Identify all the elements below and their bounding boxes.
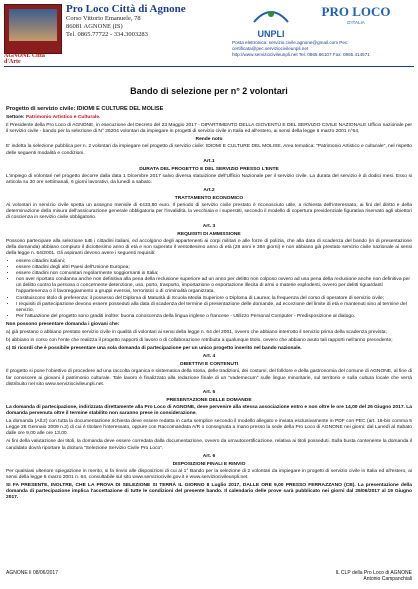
signer-role: IL CLP della Pro Loco di AGNONE: [335, 570, 412, 576]
art4-paragraph: Il progetto si pone l'obiettivo di procedere ad una raccolta organica e sistematica della storia, delle tradizioni, dei costumi, del folklore e della gastronomia del comune di AGNONE, al fine di far conoscere ai giovani il patrimonio culturale. Tale lavoro è finalizzato alla redazione finale di un "vademecum" sulle lingue minoritarie, sul territorio e sulla cultura locale che verrà distribuito nel sito www.serviziocivileunpli.net.: [6, 369, 412, 387]
list-item: • essere cittadini italiani;: [16, 259, 412, 265]
art2-title: TRATTAMENTO ECONOMICO: [174, 196, 244, 202]
art1-paragraph: L'impiego di volontari nel progetto decorre dalla data 1 Dicembre 2017 salvo diversa statuizione dell'Ufficio Nazionale per il servizio civile. La durata del servizio è di dodici mesi. Esso si articola su 30 ore settimanali, 6 giorni lavorativi, da lunedì a sabato.: [6, 173, 412, 185]
contact-web: http://www.serviziocivileunpli.net Tel. 0865.66107 Fax: 0865.414571: [232, 52, 370, 57]
org-name: Pro Loco Città di Agnone: [66, 3, 186, 15]
org-city: 86081 AGNONE (IS): [66, 23, 123, 30]
rende-noto-paragraph: E' indetta la selezione pubblica per n. 2 volontari da impiegare nel progetto di servizio civile: IDIOMI E CULTURE DEL MOLISE. Area tematica: "Patrimonio Artistico e culturale", nel rispetto delle seguenti modalità e condizioni.: [6, 144, 412, 156]
sector-line: [6, 115, 412, 121]
signature-block: [336, 570, 412, 582]
list-item: • essere cittadini non comunitari regolarmente soggiornanti in Italia;: [16, 271, 412, 277]
letterhead: [0, 0, 418, 68]
logo-caption: AGNONE Città d'Arte: [4, 53, 45, 65]
page-title: Bando di selezione per n° 2 volontari: [130, 86, 288, 96]
selection-notice: SI FA PRESENTE, INOLTRE, CHE LA PROVA DI SELEZIONE SI TERRÀ IL GIORNO 8 Luglio 2017, DALLE ORE 9,00 PRESSO FERRAZZANO (CB). La presentazione della domanda di partecipazione implica l'accettazione di tutte le condizioni del presente bando. Il calendario delle prove sarà pubblicato nei giorni dal 26/06/2017 al 19 Giugno 2017.: [6, 482, 412, 501]
art3-title: REQUISITI DI AMMISSIONE: [177, 231, 241, 237]
sector-value: Patrimonio Artistico e Culturale.: [25, 115, 101, 121]
art6-heading: Art. 6: [202, 453, 216, 459]
list-item: • Costituiscono titolo di preferenza: il possesso del Diploma di Maturità di Scuola Media Superiore o Diploma di Laurea; la frequenza del corso di operatore di servizio civile;: [16, 296, 412, 302]
art5-paragraph-3: Ai fini della valutazione dei titoli, la domanda deve essere corredata dalla documentazione, ovvero da un'autocertificazione, relativa ai titoli posseduti. Sulla busta contenente la domanda il candidato dovrà riportare la dicitura "Selezione Servizio Civile Pro Loco".: [6, 439, 412, 451]
art3-requirements-list: [16, 259, 412, 320]
unpli-text: UNPLI: [257, 29, 285, 39]
art5-paragraph-1: La domanda di partecipazione, indirizzata direttamente alla Pro Loco di AGNONE, deve pervenire alla stessa associazione entro e non oltre le ore 14,00 del 26 Giugno 2017. La domanda pervenuta oltre il termine stabilito non saranno prese in considerazione.: [6, 404, 412, 417]
art2-paragraph: Ai volontari in servizio civile spetta un assegno mensile di €433,80 euro. Il periodo di servizio civile prestato è riconosciuto utile, a richiesta dell'interessato, ai fini del diritto e della determinazione della misura dell'assicurazione generale obbligatoria per l'invalidità, la vecchiaia e i superstiti, secondo il modello di copertura previdenziale figurativa riservato agli obiettori di coscienza in servizio civile obbligatorio.: [6, 203, 412, 221]
art3-heading: Art. 3: [202, 223, 216, 229]
art5-title: PRESENTAZIONE DELLE DOMANDE: [166, 397, 252, 403]
art5-heading: Art. 5: [202, 389, 216, 395]
unpli-mark-icon: [250, 6, 292, 24]
art1-heading: Art.1: [203, 158, 215, 164]
contact-block: [232, 40, 416, 58]
unpli-logo: [250, 6, 292, 39]
list-item: • Per l'attuazione del progetto sono graditi inoltre: buona conoscenza della lingua inglese o francese - Utilizzo Personal Computer - Predisposizione al dialogo.: [16, 314, 412, 320]
org-block: [66, 3, 186, 39]
signer-name: Antonio Campanchiali: [363, 576, 412, 582]
place-date: AGNONE lì 08/06/2017: [6, 570, 58, 576]
art6-paragraph: Per qualsiasi ulteriore spiegazione in merito, si fa rinvio alle disposizioni di cui al 1° Bando per la selezione di 2 volontari da impiegare in progetti di servizio civile in Italia ed all'estero, ai sensi della legge 6 marzo 2001 n. 64, consultabile sul sito www.serviziocivile.gov.it e www.serviziocivileunpli.net.: [6, 468, 412, 480]
art4-heading: Art. 4: [202, 354, 216, 360]
list-item: b) abbiano in corso con l'ente che realizza il progetto rapporti di lavoro o di collaborazione retribuita a qualunque titolo, ovvero che abbiano avuto tali rapporti nell'anno precedente;: [6, 338, 393, 344]
list-item: • essere cittadini degli altri Paesi dell'Unione Europea;: [16, 265, 412, 271]
art1-title: DURATA DEL PROGETTO E DEL SERVIZIO PRESSO L'ENTE: [139, 166, 279, 172]
proloco-brand: PRO LOCO: [321, 4, 391, 19]
proloco-logo: [306, 4, 406, 25]
project-title: Progetto di servizio civile: IDIOMI E CULTURE DEL MOLISE: [6, 106, 164, 112]
list-item: • I requisiti di partecipazione devono essere posseduti alla data di scadenza del termine di presentazione delle domande, ad eccezione del limite di età e mantenuti sino al termine del servizio.: [16, 302, 412, 314]
city-logo: [4, 4, 62, 54]
org-address: Corso Vittorio Emanuele, 78: [66, 15, 141, 22]
art3-exclusions-title: Non possono presentare domanda i giovani che:: [6, 321, 120, 327]
art2-heading: Art.2: [203, 188, 215, 194]
org-phone: Tel. 0865.77722 - 334.3003283: [66, 31, 148, 38]
document-body: [6, 106, 412, 503]
art3-paragraph: Possono partecipare alla selezione tutti i cittadini italiani, ed accolgono degli appartenenti ai corpi militari e alle forze di polizia, che alla data di scadenza del bando (in di presentazione della domanda) abbiano compiuto il diciottesimo anno di età e non superato il ventottesimo anno di età (28 anni e 364 giorni) e non abbiano già prestato servizio civile nazionale ai sensi della legge n. 64/2001. Gli aspiranti devono avere i seguenti requisiti:: [6, 238, 412, 256]
art4-title: OBIETTIVI E CONTENUTI: [179, 362, 239, 368]
rende-noto-heading: Rende noto: [195, 137, 223, 143]
list-item: a) già prestano o abbiano prestato servizio civile in qualità di volontari ai sensi della legge n. 64 del 2001, ovvero che abbiano interrotto il servizio prima della scadenza prevista;: [6, 330, 387, 335]
sector-label: Settore:: [6, 115, 25, 121]
contact-email: Posta elettronica: servizio.civile.agnone@gmail.com Pec: certificata@pec.serviziocivileunpli.net: [232, 40, 349, 51]
art6-title: DISPOSIZIONI FINALI E RINVIO: [172, 461, 246, 467]
list-item: • non aver riportato condanna anche non definitiva alla pena della reclusione superiore ad un anno per delitto non colposo ovvero ad una pena della reclusione anche non definitiva per un delitto contro la persona o concernente detenzione, uso, porto, trasporto, importazione o esportazione illecita di armi o materie esplodenti, ovvero per delitti riguardanti l'appartenenza o il favoreggiamento a gruppi eversivi, terroristici o di criminalità organizzata.: [16, 277, 412, 295]
header-divider: [4, 66, 414, 67]
art5-paragraph-2: La domanda (All.2) con tutta la documentazione richiesta deve essere redatta in carta semplice secondo il modello allegato e inviata esclusivamente in PDF con PEC (art. 16-bis comma 5 Legge 28 Gennaio 2009 n.2) di cui è titolare l'interessato, oppure con Raccomandata A/R o consegnata a mano presso la sede della Pro Loco di AGNONE nei giorni: dal Lunedì al Sabato dalle ore 9,00 alle ore 13,00.: [6, 419, 412, 437]
intro-paragraph: Il Presidente della Pro Loco di AGNONE, in esecuzione del Decreto del 23 Maggio 2017 - DIPARTIMENTO DELLA GIOVENTÙ E DEL SERVIZIO CIVILE NAZIONALE Ufficio nazionale per il servizio civile - bando per la selezione di N° 26204 volontari da impiegare in progetti di servizio civile in Italia ed all'estero, ai sensi della legge 6 marzo 2001 n°64,: [6, 123, 412, 135]
list-item: c) Si ricordi che è possibile presentare una sola domanda di partecipazione per un unico progetto inserito nel bando nazionale.: [6, 346, 302, 352]
proloco-sub: D'ITALIA: [347, 20, 365, 25]
